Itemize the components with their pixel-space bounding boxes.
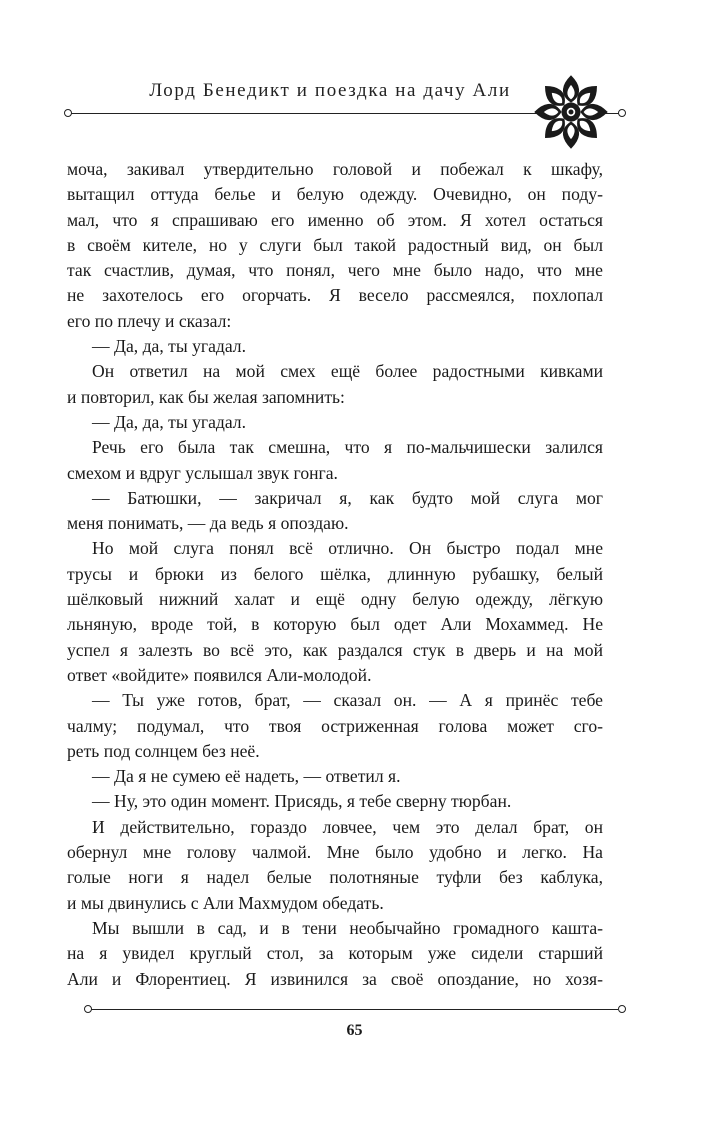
text-line: льняную, вроде той, в которую был одет Али Мохаммед. Не xyxy=(67,614,603,635)
text-line: голые ноги я надел белые полотняные туфли без каблука, xyxy=(67,867,603,888)
text-line: реть под солнцем без неё. xyxy=(67,740,260,761)
text-line: ответ «войдите» появился Али-молодой. xyxy=(67,664,372,685)
text-line: его по плечу и сказал: xyxy=(67,310,232,331)
footer-rule xyxy=(91,1009,618,1010)
text-line: Он ответил на мой смех ещё более радостными кивками xyxy=(92,361,603,382)
text-line: Али и Флорентиец. Я извинился за своё опоздание, но хозя- xyxy=(67,968,603,989)
text-line: на я увидел круглый стол, за которым уже сидели старший xyxy=(67,943,603,964)
text-line: шёлковый нижний халат и ещё одну белую одежду, лёгкую xyxy=(67,589,603,610)
text-line: обернул мне голову чалмой. Мне было удобно и легко. На xyxy=(67,842,603,863)
header-rule xyxy=(71,113,539,114)
text-line: и повторил, как бы желая запомнить: xyxy=(67,386,345,407)
text-line: смехом и вдруг услышал звук гонга. xyxy=(67,462,338,483)
text-line: — Батюшки, — закричал я, как будто мой слуга мог xyxy=(92,487,603,508)
text-line: — Ты уже готов, брат, — сказал он. — А я принёс тебе xyxy=(92,690,603,711)
footer-rule-right-dot xyxy=(618,1005,626,1013)
text-line: моча, закивал утвердительно головой и побежал к шкафу, xyxy=(67,159,603,179)
text-line: меня понимать, — да ведь я опоздаю. xyxy=(67,513,349,534)
mandala-ornament-icon xyxy=(533,74,609,150)
text-line: Но мой слуга понял всё отлично. Он быстро подал мне xyxy=(92,538,603,559)
text-line: так счастлив, думая, что понял, чего мне было надо, что мне xyxy=(67,260,603,281)
running-title: Лорд Бенедикт и поездка на дачу Али xyxy=(149,80,511,101)
text-line: мал, что я спрашиваю его именно об этом. Я хотел остаться xyxy=(67,209,603,230)
header-rule-right-dot xyxy=(618,109,626,117)
text-line: чалму; подумал, что твоя остриженная голова может сго- xyxy=(67,715,603,736)
page-number: 65 xyxy=(346,1022,363,1039)
text-line: И действительно, гораздо ловчее, чем это делал брат, он xyxy=(92,816,603,837)
body-text xyxy=(67,157,603,992)
text-line: не захотелось его огорчать. Я весело рассмеялся, похлопал xyxy=(67,285,603,306)
text-line: вытащил оттуда белье и белую одежду. Очевидно, он поду- xyxy=(67,184,603,205)
text-line: в своём кителе, но у слуги был такой радостный вид, он был xyxy=(67,234,603,255)
text-line: Речь его была так смешна, что я по-мальчишески залился xyxy=(92,437,603,458)
text-line: — Да я не сумею её надеть, — ответил я. xyxy=(92,766,401,787)
text-line: трусы и брюки из белого шёлка, длинную рубашку, белый xyxy=(67,563,603,584)
text-line: — Да, да, ты угадал. xyxy=(92,336,246,357)
text-line: Мы вышли в сад, и в тени необычайно громадного кашта- xyxy=(92,917,603,938)
text-line: и мы двинулись с Али Махмудом обедать. xyxy=(67,892,384,913)
text-line: — Ну, это один момент. Присядь, я тебе сверну тюрбан. xyxy=(92,791,512,812)
text-line: успел я залезть во всё это, как раздался стук в дверь и на мой xyxy=(67,639,603,660)
text-line: — Да, да, ты угадал. xyxy=(92,411,246,432)
